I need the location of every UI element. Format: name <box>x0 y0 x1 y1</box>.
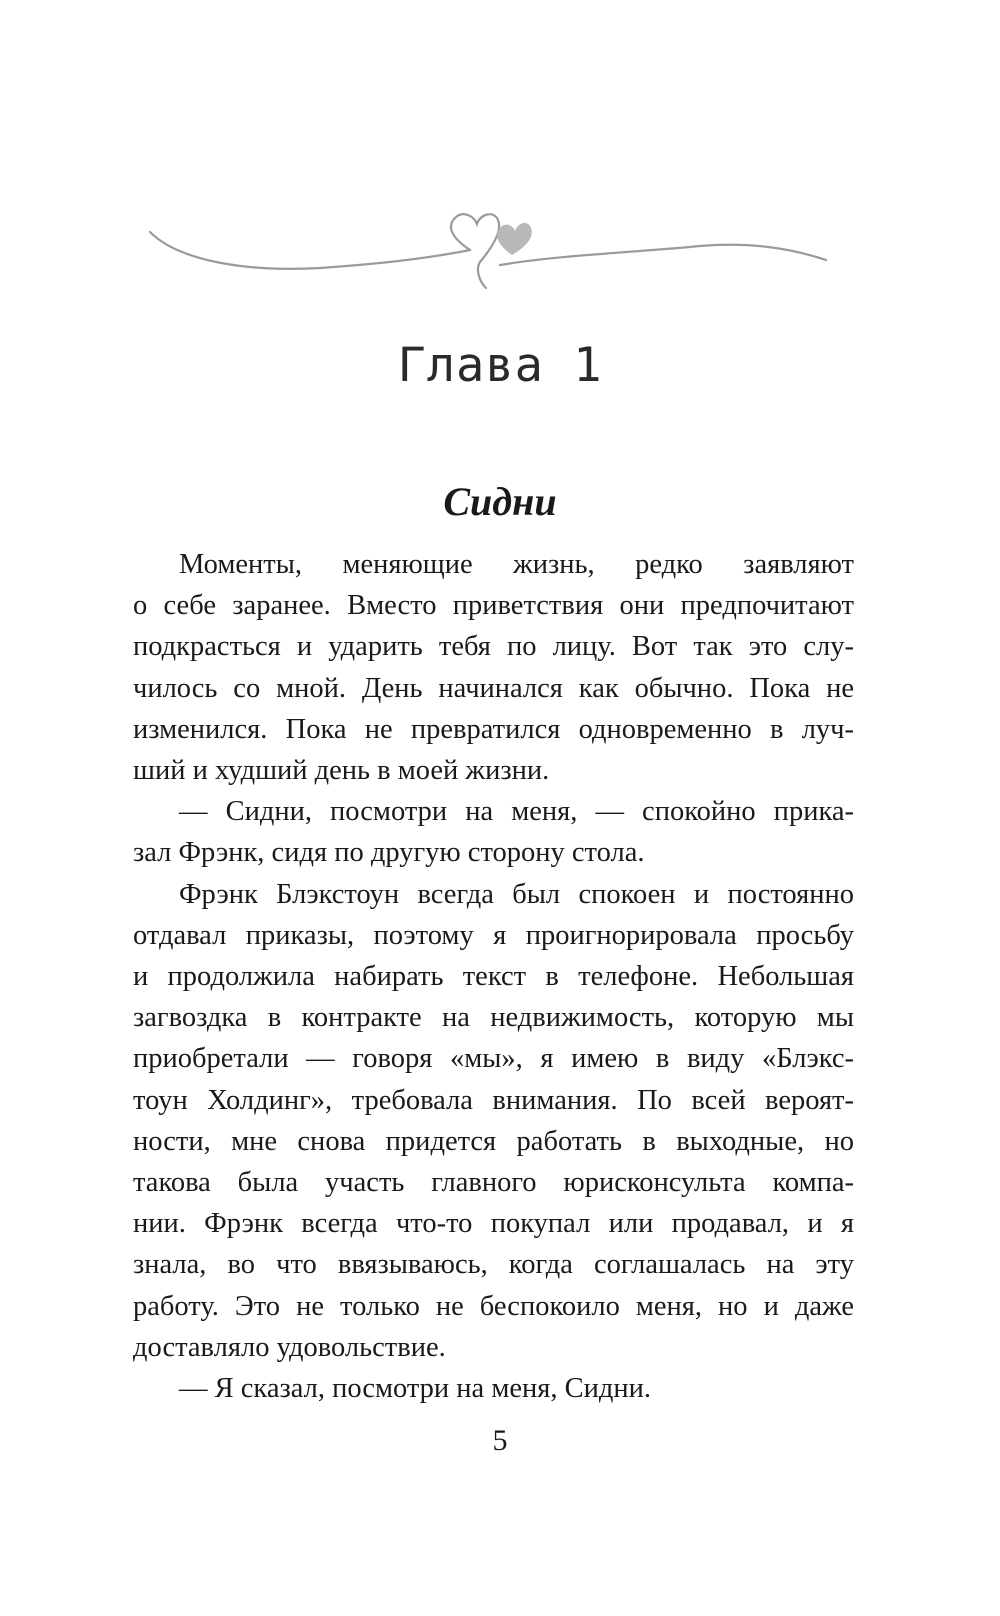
paragraph <box>133 874 854 1368</box>
flourish-left-line <box>150 232 470 269</box>
text-line: чилось со мной. День начинался как обычно. Пока не <box>133 672 854 704</box>
text-line: ности, мне снова придется работать в выходные, но <box>133 1125 854 1157</box>
heart-flourish-ornament <box>0 200 1000 310</box>
text-line: знала, во что ввязываюсь, когда соглашалась на эту <box>133 1249 854 1281</box>
chapter-title: Глава 1 <box>397 338 603 393</box>
flourish-right-line <box>500 245 826 265</box>
text-line: изменился. Пока не превратился одновременно в луч- <box>133 713 854 745</box>
text-line: зал Фрэнк, сидя по другую сторону стола. <box>133 837 645 869</box>
paragraph <box>133 791 854 873</box>
text-line: Моменты, меняющие жизнь, редко заявляют <box>179 549 854 580</box>
paragraph <box>133 1368 854 1409</box>
text-line: ший и худший день в моей жизни. <box>133 755 550 787</box>
text-line: — Я сказал, посмотри на меня, Сидни. <box>179 1373 652 1405</box>
text-line: и продолжила набирать текст в телефоне. Небольшая <box>133 961 854 993</box>
text-line: отдавал приказы, поэтому я проигнорировала просьбу <box>133 919 854 951</box>
text-line: — Сидни, посмотри на меня, — спокойно прика- <box>179 796 854 828</box>
text-line: нии. Фрэнк всегда что-то покупал или продавал, и я <box>133 1208 854 1240</box>
heart-outline-icon <box>451 214 499 288</box>
text-line: загвоздка в контракте на недвижимость, которую мы <box>133 1002 854 1034</box>
chapter-pov-name: Сидни <box>443 479 557 524</box>
text-line: работу. Это не только не беспокоило меня, но и даже <box>133 1290 854 1322</box>
chapter-body <box>133 544 854 1409</box>
text-line: Фрэнк Блэкстоун всегда был спокоен и постоянно <box>179 878 854 910</box>
text-line: подкрасться и ударить тебя по лицу. Вот так это слу- <box>133 631 854 663</box>
paragraph <box>133 544 854 791</box>
text-line: тоун Холдинг», требовала внимания. По всей вероят- <box>133 1084 854 1116</box>
heart-filled-icon <box>497 223 532 255</box>
page-number: 5 <box>492 1424 508 1457</box>
text-line: приобретали — говоря «мы», я имею в виду «Блэкс- <box>133 1043 854 1075</box>
text-line: такова была участь главного юрисконсульта компа- <box>133 1167 854 1199</box>
text-line: доставляло удовольствие. <box>133 1331 446 1363</box>
text-line: о себе заранее. Вместо приветствия они предпочитают <box>133 590 854 622</box>
